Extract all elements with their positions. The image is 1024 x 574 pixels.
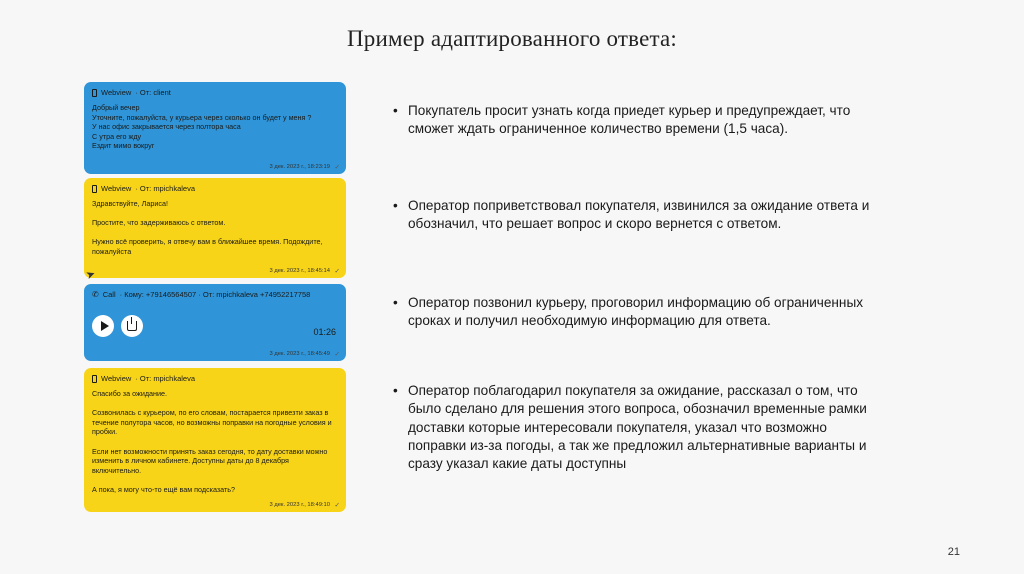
call-controls	[92, 315, 338, 337]
channel-label: Call	[102, 290, 116, 299]
download-icon	[127, 321, 137, 331]
mobile-icon	[92, 375, 97, 383]
sender-label: · От: client	[135, 88, 171, 97]
chat-message-operator	[84, 178, 346, 278]
channel-label: Webview	[101, 374, 132, 383]
bullet-item: • Оператор позвонил курьеру, проговорил информацию об ограниченных сроках и получил необходимую информацию для ответа.	[393, 294, 883, 331]
channel-label: Webview	[101, 88, 132, 97]
play-button[interactable]	[92, 315, 114, 337]
message-timestamp: 3 дек. 2023 г., 18:45:14	[269, 268, 330, 274]
chat-message-client	[84, 82, 346, 174]
check-icon: ✓	[334, 351, 340, 358]
sender-label: · Кому: +79146564507 · От: mpichkaleva +74952217758	[119, 290, 311, 299]
message-header	[92, 87, 338, 98]
mobile-icon	[92, 185, 97, 193]
channel-label: Webview	[101, 184, 132, 193]
play-icon	[101, 321, 109, 331]
call-record	[84, 284, 346, 361]
message-text: Здравствуйте, Лариса! Простите, что задерживаюсь с ответом. Нужно всё проверить, я отвечу вам в ближайшее время. Подождите, пожалуйста	[92, 199, 323, 256]
chat-message-operator	[84, 368, 346, 512]
check-icon: ✓	[334, 164, 340, 171]
message-text: Добрый вечер Уточните, пожалуйста, у курьера через сколько он будет у меня ? У нас офис закрывается через полтора часа С утра его жду Ездит мимо вокруг	[92, 103, 312, 151]
message-header	[92, 289, 338, 300]
download-button[interactable]	[121, 315, 143, 337]
sender-label: · От: mpichkaleva	[135, 184, 196, 193]
slide-title: Пример адаптированного ответа:	[346, 26, 678, 51]
bullet-item: • Оператор поприветствовал покупателя, извинился за ожидание ответа и обозначил, что решает вопрос и скоро вернется с ответом.	[393, 197, 883, 234]
message-timestamp: 3 дек. 2023 г., 18:49:10	[269, 502, 330, 508]
sender-label: · От: mpichkaleva	[135, 374, 196, 383]
message-timestamp: 3 дек. 2023 г., 18:45:49	[269, 351, 330, 357]
bullet-item: • Покупатель просит узнать когда приедет курьер и предупреждает, что сможет ждать ограниченное количество времени (1,5 часа).	[393, 102, 883, 139]
check-icon: ✓	[334, 502, 340, 509]
bullet-item: • Оператор поблагодарил покупателя за ожидание, рассказал о том, что было сделано для решения этого вопроса, обозначил временные рамки доставки которые интересовали покупателя, указал что возможно поправки из-за погоды, а так же предложил альтернативные варианты и сразу указал какие даты доступны	[393, 382, 883, 473]
phone-icon: ✆	[92, 290, 99, 299]
message-text: Спасибо за ожидание. Созвонилась с курьером, по его словам, постарается привезти заказ в течение полутора часов, но возможны поправки на погодные условия и пробки. Если нет возможности принять заказ сегодня, то дату доставки можно изменить в личном кабинете. Доступны даты до 8 декабря включительно. А пока, я могу что-то ещё вам подсказать?	[92, 389, 332, 494]
mouse-cursor-icon: ➤	[84, 267, 98, 283]
message-timestamp: 3 дек. 2023 г., 18:23:19	[269, 164, 330, 170]
call-duration: 01:26	[313, 327, 336, 337]
mobile-icon	[92, 89, 97, 97]
check-icon: ✓	[334, 268, 340, 275]
message-header	[92, 373, 338, 384]
page-number: 21	[947, 546, 960, 558]
message-header	[92, 183, 338, 194]
